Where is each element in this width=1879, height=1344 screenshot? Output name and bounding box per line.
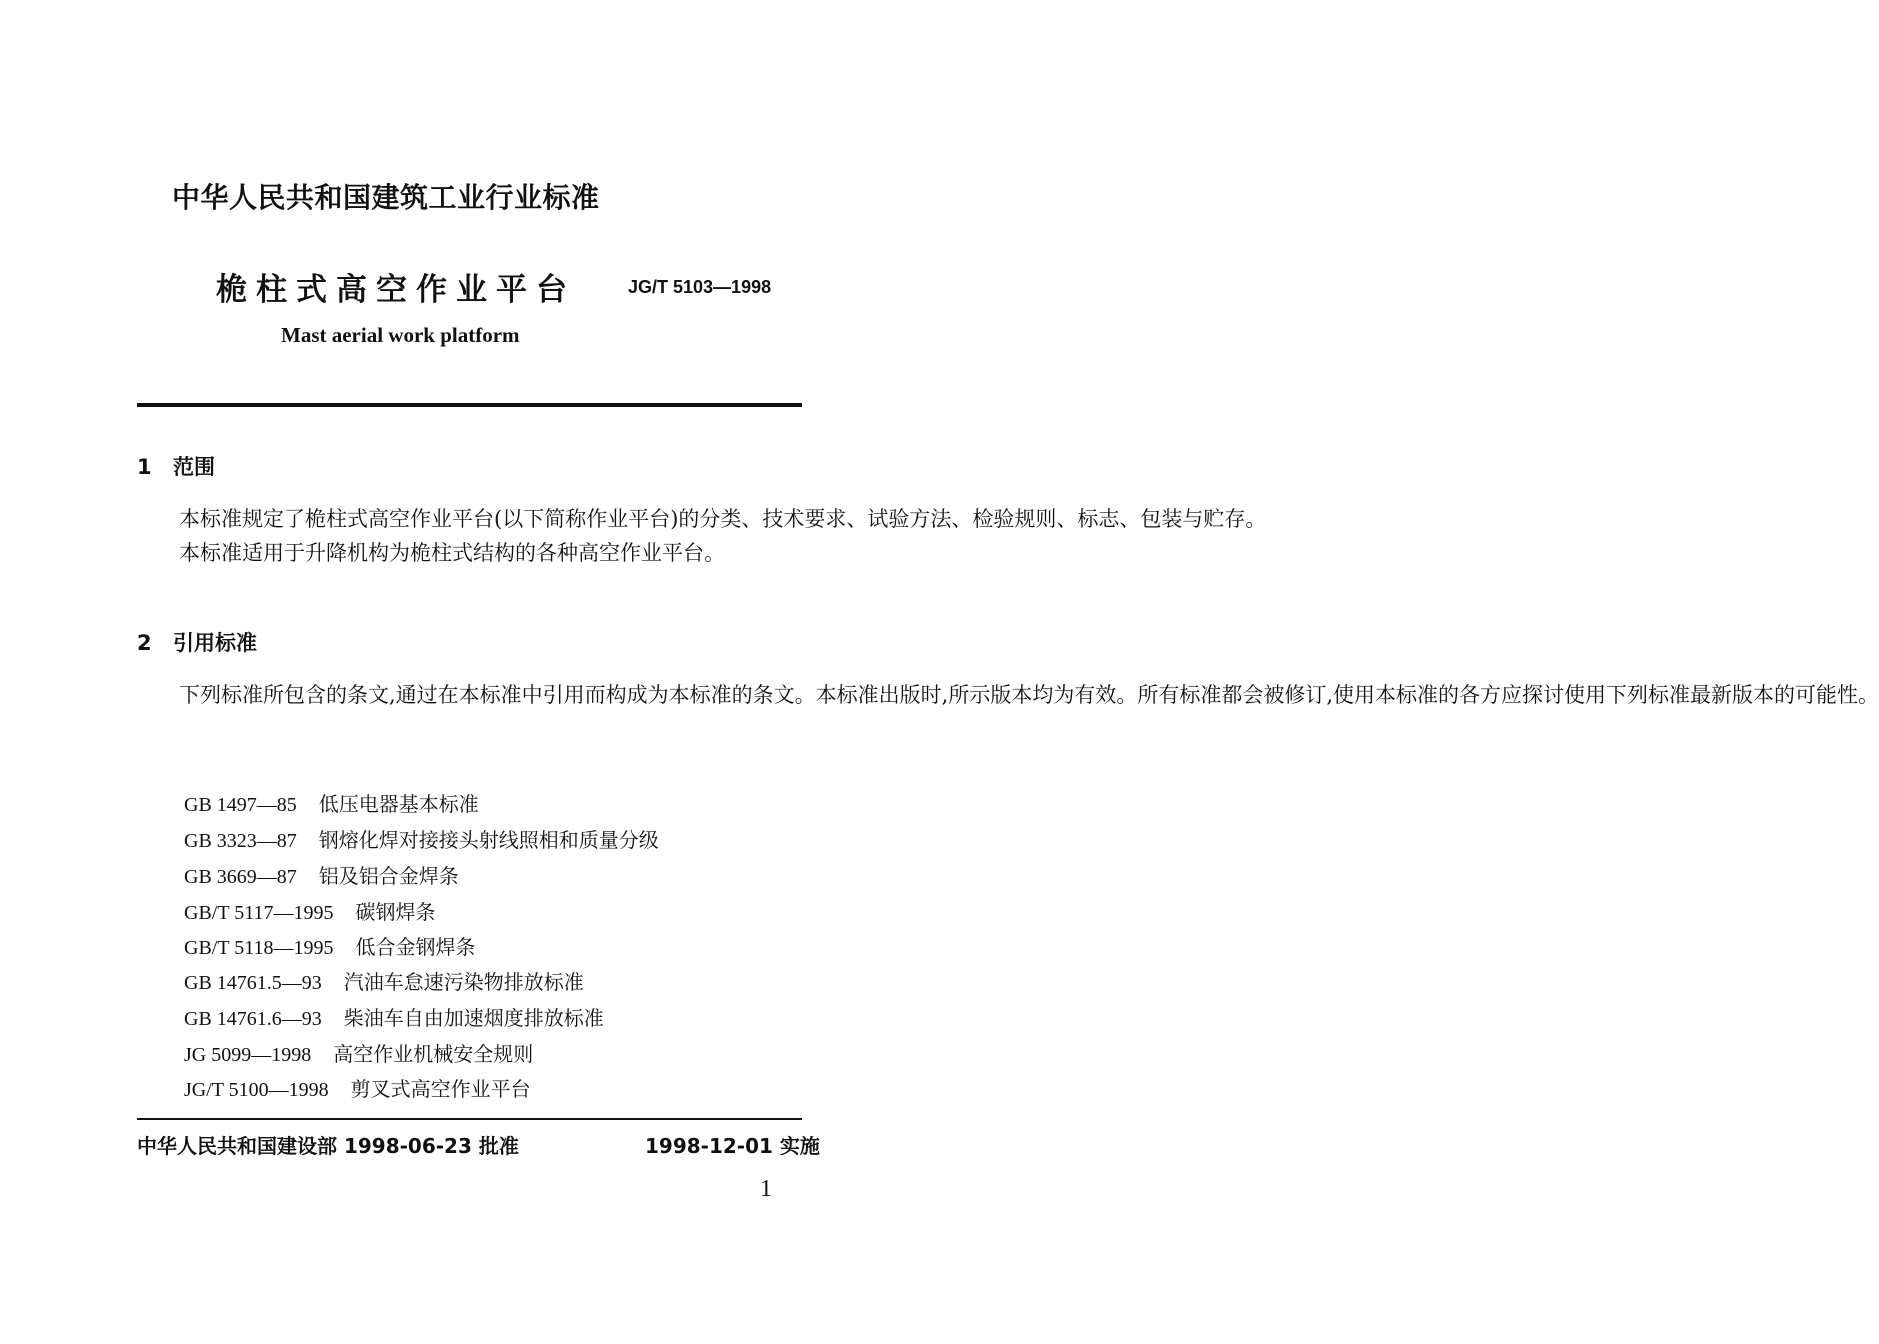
reference-item — [184, 896, 435, 925]
reference-name: 剪叉式高空作业平台 — [350, 1077, 531, 1101]
reference-code: GB/T 5117—1995 — [184, 902, 334, 924]
section-title: 引用标准 — [173, 631, 257, 655]
footer-divider — [137, 1118, 802, 1120]
reference-code: GB/T 5118—1995 — [184, 937, 334, 959]
reference-name: 汽油车怠速污染物排放标准 — [343, 970, 584, 994]
section-1-heading — [137, 451, 215, 481]
paragraph: 本标准适用于升降机构为桅柱式结构的各种高空作业平台。 — [179, 541, 725, 565]
page-number: 1 — [760, 1176, 772, 1202]
reference-name: 高空作业机械安全规则 — [333, 1042, 534, 1066]
effective-date: 1998-12-01 实施 — [645, 1134, 820, 1158]
reference-code: JG 5099—1998 — [184, 1044, 312, 1066]
reference-code: GB 14761.5—93 — [184, 972, 322, 994]
section-number: 2 — [137, 631, 152, 655]
document-title: 桅柱式高空作业平台 — [216, 272, 576, 308]
reference-item — [184, 1002, 604, 1031]
reference-name: 低压电器基本标准 — [318, 792, 479, 816]
reference-code: GB 3323—87 — [184, 830, 297, 852]
reference-item — [184, 966, 584, 995]
section-number: 1 — [137, 455, 152, 479]
reference-code: GB 3669—87 — [184, 866, 297, 888]
reference-item — [184, 824, 659, 853]
section-title: 范围 — [173, 455, 215, 479]
reference-name: 碳钢焊条 — [355, 900, 436, 924]
section-1-body — [137, 502, 1267, 570]
header-divider — [137, 403, 802, 407]
reference-item — [184, 1073, 531, 1102]
section-2-body — [137, 678, 1879, 712]
paragraph: 本标准规定了桅柱式高空作业平台(以下简称作业平台)的分类、技术要求、试验方法、检验规则、标志、包装与贮存。 — [179, 507, 1267, 531]
reference-code: GB 14761.6—93 — [184, 1008, 322, 1030]
section-2-heading — [137, 627, 257, 657]
reference-item — [184, 931, 475, 960]
reference-item — [184, 1038, 533, 1067]
standard-category-header: 中华人民共和国建筑工业行业标准 — [172, 181, 600, 214]
reference-code: GB 1497—85 — [184, 794, 297, 816]
paragraph: 下列标准所包含的条文,通过在本标准中引用而构成为本标准的条文。本标准出版时,所示版本均为有效。所有标准都会被修订,使用本标准的各方应探讨使用下列标准最新版本的可能性。 — [179, 683, 1879, 707]
reference-name: 低合金钢焊条 — [355, 935, 476, 959]
reference-name: 柴油车自由加速烟度排放标准 — [343, 1006, 604, 1030]
reference-name: 钢熔化焊对接接头射线照相和质量分级 — [318, 828, 659, 852]
standard-code: JG/T 5103—1998 — [628, 277, 772, 297]
approval-line: 中华人民共和国建设部 1998-06-23 批准 — [137, 1134, 519, 1158]
reference-item — [184, 788, 479, 817]
english-title: Mast aerial work platform — [281, 323, 520, 347]
reference-item — [184, 860, 459, 889]
reference-code: JG/T 5100—1998 — [184, 1079, 329, 1101]
reference-name: 铝及铝合金焊条 — [318, 864, 459, 888]
